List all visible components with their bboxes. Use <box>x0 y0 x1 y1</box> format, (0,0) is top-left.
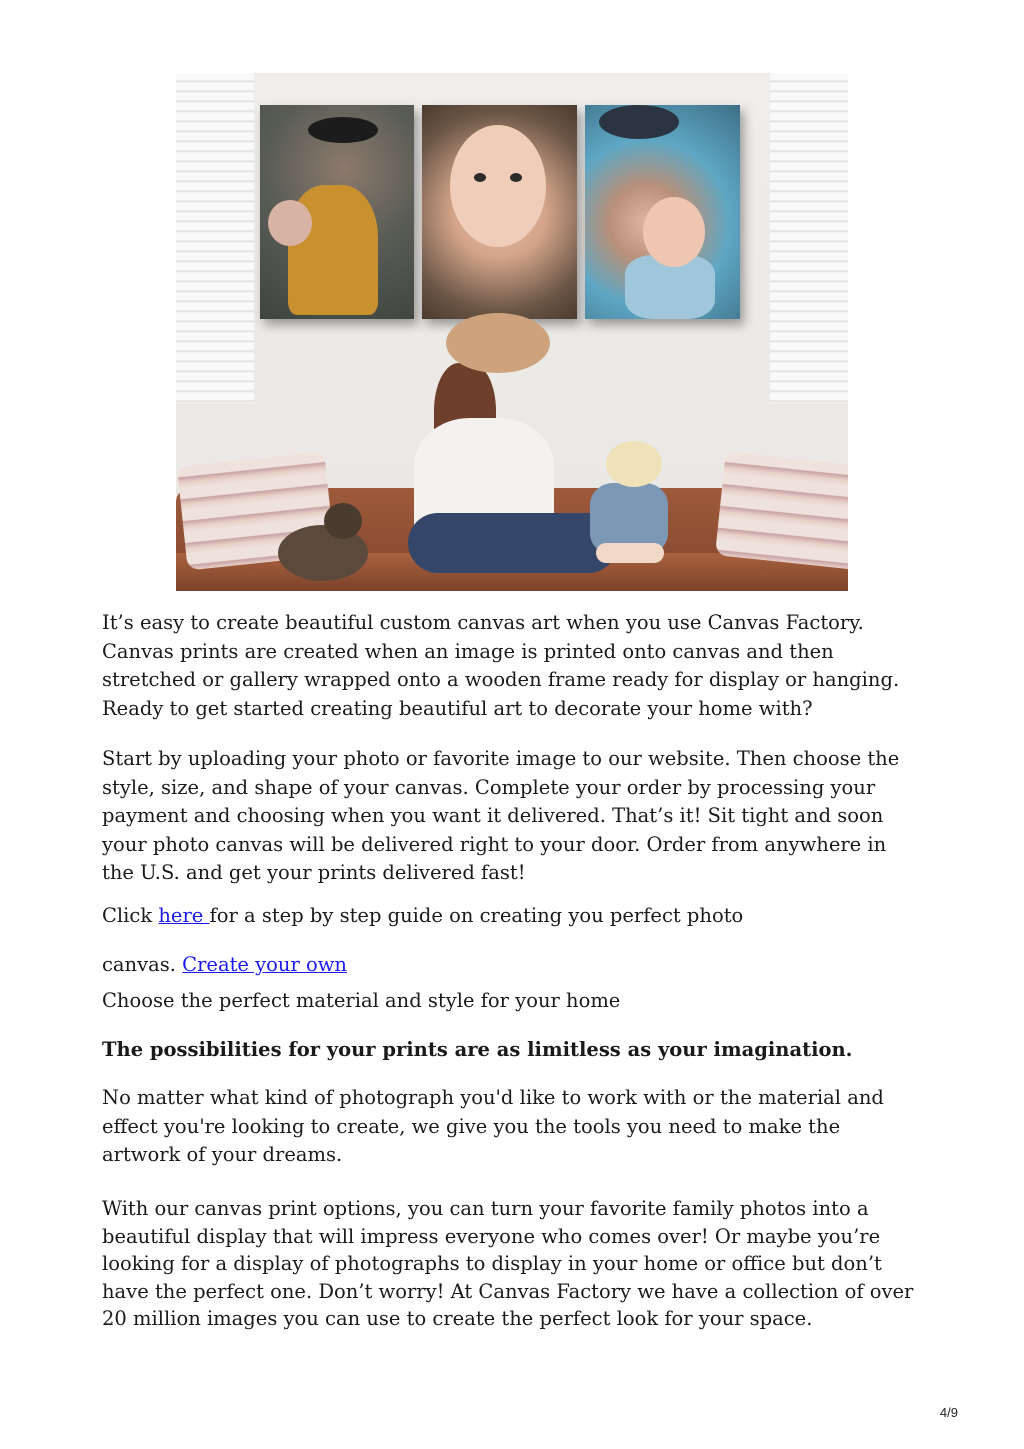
create-line <box>102 951 917 980</box>
choose-material-line: Choose the perfect material and style for your home <box>102 989 621 1012</box>
cap-shape <box>599 105 679 139</box>
woman-hat-shape <box>446 313 550 373</box>
canvas-print-father-baby <box>585 105 740 319</box>
guide-prefix: Click <box>102 904 159 927</box>
window-blinds-right <box>770 73 848 403</box>
guide-line <box>102 902 917 931</box>
hat-shape <box>308 117 378 143</box>
guide-suffix: for a step by step guide on creating you perfect photo <box>209 904 744 927</box>
baby-shape <box>268 200 312 246</box>
baby-shape <box>643 197 705 267</box>
woman-jeans-shape <box>408 513 618 573</box>
eye-shape <box>474 173 486 182</box>
cat-head-shape <box>324 503 362 539</box>
pillow-right <box>715 452 848 571</box>
baby-face-shape <box>450 125 546 247</box>
canvas-print-newborn <box>422 105 577 319</box>
possibilities-heading: The possibilities for your prints are as limitless as your imagination. <box>102 1038 853 1061</box>
steps-paragraph: Start by uploading your photo or favorite image to our website. Then choose the style, size, and shape of your canvas. Complete your order by processing your payment and choosing when you want it delivered. That’s it! Sit tight and soon your photo canvas will be delivered right to your door. Order from anywhere in the U.S. and get your prints delivered fast! <box>102 747 900 884</box>
child-legs-shape <box>596 543 664 563</box>
create-your-own-link[interactable]: Create your own <box>182 953 347 976</box>
window-blinds-left <box>176 73 254 403</box>
canvas-print-mother-baby <box>260 105 414 319</box>
tools-paragraph: No matter what kind of photograph you'd like to work with or the material and effect you're looking to create, we give you the tools you need to make the artwork of your dreams. <box>102 1086 884 1166</box>
child-hat-shape <box>606 441 662 487</box>
hero-image <box>176 73 848 591</box>
eye-shape <box>510 173 522 182</box>
intro-paragraph: It’s easy to create beautiful custom canvas art when you use Canvas Factory. Canvas prints are created when an image is printed onto canvas and then stretched or gallery wrapped onto a wooden frame ready for display or hanging. Ready to get started creating beautiful art to decorate your home with? <box>102 611 900 720</box>
options-paragraph: With our canvas print options, you can turn your favorite family photos into a beautiful display that will impress everyone who comes over! Or maybe you’re looking for a display of photographs to display in your home or office but don’t have the perfect one. Don’t worry! At Canvas Factory we have a collection of over 20 million images you can use to create the perfect look for your space. <box>102 1197 914 1330</box>
here-link[interactable]: here <box>158 904 210 927</box>
canvas-prefix: canvas. <box>102 953 183 976</box>
page-number: 4/9 <box>939 1405 958 1420</box>
